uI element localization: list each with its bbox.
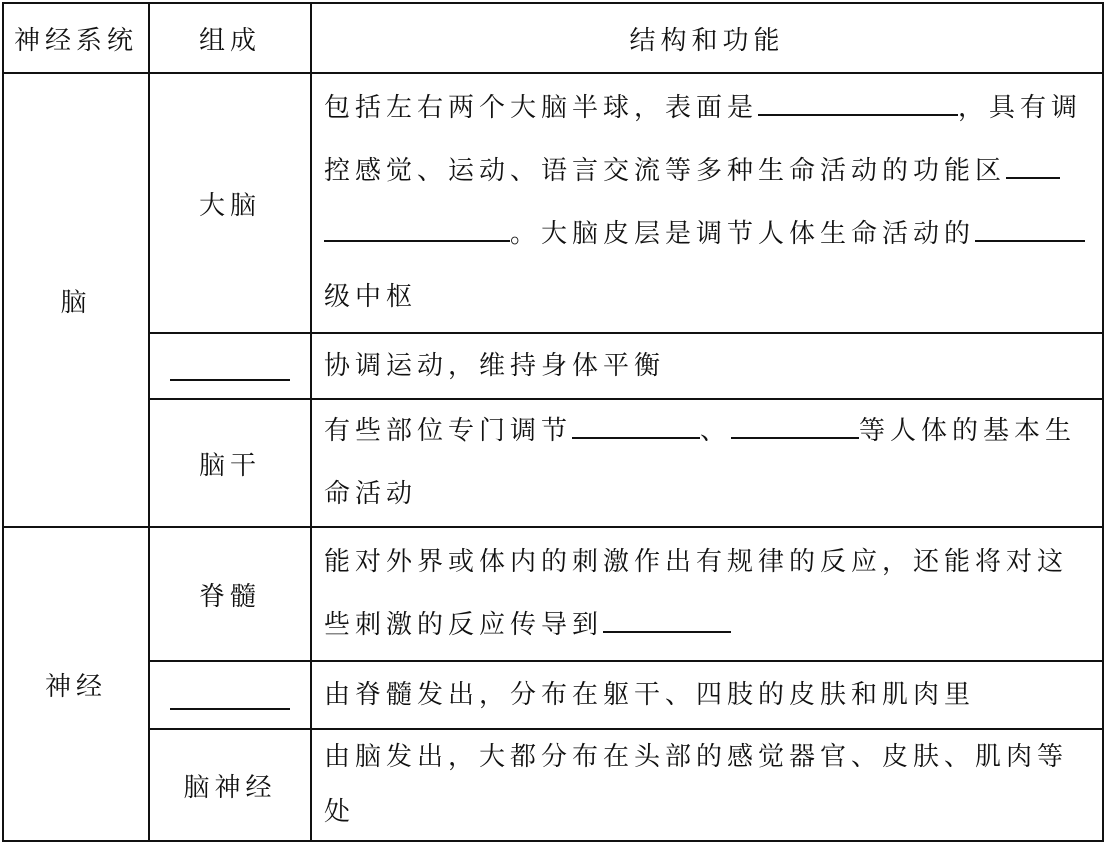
cerebrum-text-1: 包括左右两个大脑半球，表面是 (324, 93, 759, 123)
answer-blank (572, 411, 700, 439)
brainstem-text-1: 有些部位专门调节 (324, 416, 573, 446)
answer-blank (603, 605, 731, 633)
group-nerve: 神经 (3, 527, 149, 841)
dash-line (1006, 163, 1060, 179)
header-system: 神经系统 (3, 3, 149, 73)
row-spinal-nerve (3, 661, 1103, 729)
nervous-system-table (2, 2, 1104, 842)
row-brainstem (3, 399, 1103, 527)
part-cranial-nerve: 脑神经 (149, 729, 311, 841)
row-cerebrum (3, 73, 1103, 333)
function-spinal-cord (311, 527, 1103, 661)
header-row (3, 3, 1103, 73)
part-brainstem: 脑干 (149, 399, 311, 527)
header-part: 组成 (149, 3, 311, 73)
function-spinal-nerve: 由脊髓发出，分布在躯干、四肢的皮肤和肌肉里 (311, 661, 1103, 729)
answer-blank (758, 88, 958, 116)
answer-blank (324, 214, 510, 242)
answer-blank (731, 411, 859, 439)
header-function: 结构和功能 (311, 3, 1103, 73)
cerebrum-text-3: 。大脑皮层是调节人体生命活动的 (510, 219, 976, 249)
spinal-cord-text-1: 能对外界或体内的刺激作出有规律的反应，还能将对这些刺激的反应传导到 (324, 547, 1069, 640)
part-cerebrum: 大脑 (149, 73, 311, 333)
function-cerebrum (311, 73, 1103, 333)
row-spinal-cord (3, 527, 1103, 661)
cerebrum-text-2: ，具有调控感觉、运动、语言交流等多种生命活动的功能区 (324, 93, 1083, 186)
part-spinal-cord: 脊髓 (149, 527, 311, 661)
row-cerebellum (3, 333, 1103, 399)
row-cranial-nerve (3, 729, 1103, 841)
group-brain: 脑 (3, 73, 149, 527)
function-cerebellum: 协调运动，维持身体平衡 (311, 333, 1103, 399)
answer-blank (170, 365, 290, 381)
answer-blank (170, 694, 290, 710)
answer-blank (1035, 214, 1085, 242)
function-brainstem (311, 399, 1103, 527)
brainstem-text-2: 、 (700, 416, 732, 446)
cerebrum-text-4: 级中枢 (324, 282, 418, 312)
answer-blank (975, 214, 1035, 242)
function-cranial-nerve: 由脑发出，大都分布在头部的感觉器官、皮肤、肌肉等处 (311, 729, 1103, 841)
part-cerebellum-blank (149, 333, 311, 399)
brainstem-text-3: 等人体的基本生命活动 (324, 416, 1077, 509)
part-spinal-nerve-blank (149, 661, 311, 729)
